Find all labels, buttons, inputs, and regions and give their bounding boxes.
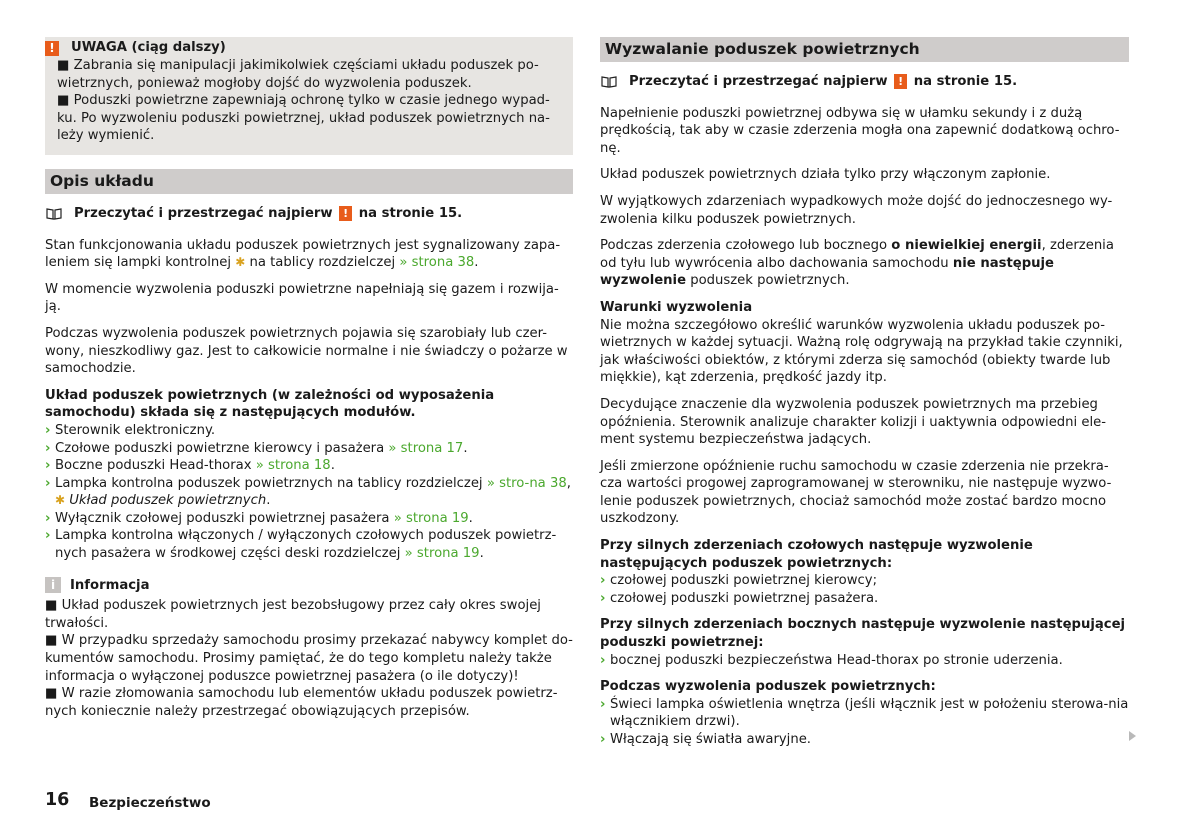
link-page-18[interactable]: » strona 18: [255, 458, 331, 474]
paragraph: Decydujące znaczenie dla wyzwolenia poduszek powietrznych ma przebieg opóźnienia. Sterownik analizuje charakter kolizji i uaktywnia odpowiedni ele-ment systemu bezpieczeństwa jadących.: [600, 396, 1107, 448]
list-item: › Lampka kontrolna włączonych / wyłączonych czołowych poduszek powietrz-nych pasażera w środkowej części deski rozdzielczej » strona 19.: [45, 528, 557, 562]
read-first-note: [45, 205, 573, 223]
chevron-right-icon: ›: [600, 652, 606, 668]
list-item: › Lampka kontrolna poduszek powietrznych na tablicy rozdzielczej » stro-na 38, ✱ Układ poduszek powietrznych.: [45, 475, 571, 509]
chevron-right-icon: ›: [45, 510, 51, 526]
paragraph: Podczas zderzenia czołowego lub bocznego o niewielkiej energii, zderzenia od tyłu lub wywrócenia albo dachowania samochodu nie następuje wyzwolenie poduszek powietrznych.: [600, 238, 1114, 289]
link-page-19[interactable]: » strona 19: [404, 546, 480, 562]
warning-item: ■ Poduszki powietrzne zapewniają ochronę tylko w czasie jednego wypad-ku. Po wyzwoleniu poduszki powietrznej, układ poduszek powietrznych na-leży wymienić.: [57, 93, 550, 144]
warning-icon: !: [894, 74, 907, 89]
warning-box: [45, 37, 573, 155]
list-item: › Sterownik elektroniczny.: [45, 422, 216, 438]
warning-header: [45, 39, 561, 57]
link-page-17[interactable]: » strona 17: [388, 440, 464, 456]
right-column: [600, 37, 1129, 749]
page-number: 16: [45, 790, 70, 810]
chevron-right-icon: ›: [600, 696, 606, 712]
list-item: › Świeci lampka oświetlenia wnętrza (jeśli włącznik jest w położeniu sterowa-nia włącznikiem drzwi).: [600, 696, 1129, 730]
chevron-right-icon: ›: [45, 528, 51, 544]
airbag-warning-icon: ✱: [55, 493, 66, 508]
paragraph: Stan funkcjonowania układu poduszek powietrznych jest sygnalizowany zapa-leniem się lampki kontrolnej ✱ na tablicy rozdzielczej » strona 38.: [45, 237, 561, 271]
paragraph: Podczas wyzwolenia poduszek powietrznych pojawia się szarobiały lub czer-wony, nieszkodliwy gaz. Jest to całkowicie normalne i nie świadczy o pożarze w samochodzie.: [45, 325, 568, 377]
read-first-text: Przeczytać i przestrzegać najpierw: [74, 205, 333, 221]
conditions-heading: Warunki wyzwolenia: [600, 299, 753, 315]
chapter-title: Bezpieczeństwo: [89, 795, 211, 811]
info-item: ■ W przypadku sprzedaży samochodu prosimy przekazać nabywcy komplet do-kumentów samochodu. Prosimy pamiętać, że do tego kompletu należy także informacja o wyłączonej poduszce powietrznej pasażera (o ile dotyczy)!: [45, 633, 573, 684]
list-item: › Wyłącznik czołowej poduszki powietrznej pasażera » strona 19.: [45, 510, 473, 526]
chevron-right-icon: ›: [45, 475, 51, 491]
next-page-arrow-icon[interactable]: [1129, 731, 1136, 741]
chevron-right-icon: ›: [45, 458, 51, 474]
front-collision-heading: Przy silnych zderzeniach czołowych następuje wyzwolenie następujących poduszek powietrznych:: [600, 538, 1033, 571]
section-title-wyzwalanie: Wyzwalanie poduszek powietrznych: [600, 37, 1129, 62]
warning-icon: !: [339, 206, 352, 221]
read-first-text: Przeczytać i przestrzegać najpierw: [629, 74, 888, 89]
left-column: [45, 37, 573, 720]
chevron-right-icon: ›: [600, 732, 606, 747]
list-item: › Włączają się światła awaryjne.: [600, 732, 811, 747]
info-item: ■ W razie złomowania samochodu lub elementów układu poduszek powietrz-nych koniecznie należy przestrzegać obowiązujących przepisów.: [45, 686, 558, 719]
list-item: › bocznej poduszki bezpieczeństwa Head-thorax po stronie uderzenia.: [600, 652, 1063, 668]
list-item: › Boczne poduszki Head-thorax » strona 18.: [45, 458, 335, 474]
during-deployment-heading: Podczas wyzwolenia poduszek powietrznych:: [600, 679, 936, 695]
paragraph: Napełnienie poduszki powietrznej odbywa się w ułamku sekundy i z dużą prędkością, tak aby w czasie zderzenia mogła ona zapewnić dodatkową ochro-nę.: [600, 105, 1120, 156]
list-item: › Czołowe poduszki powietrzne kierowcy i pasażera » strona 17.: [45, 440, 468, 456]
warning-icon: !: [45, 41, 59, 56]
info-header: [45, 577, 573, 595]
chevron-right-icon: ›: [600, 590, 606, 606]
read-first-page: na stronie 15.: [358, 205, 463, 221]
paragraph: Jeśli zmierzone opóźnienie ruchu samochodu w czasie zderzenia nie przekra-cza wartości progowej zaprogramowanej w sterowniku, nie następuje wyzwo-lenie poduszek powietrznych, chociaż samochód może zostać bardzo mocno uszkodzony.: [600, 458, 1112, 527]
list-item: › czołowej poduszki powietrznej kierowcy;: [600, 573, 878, 589]
book-icon: [601, 76, 617, 88]
read-first-note: [600, 73, 1129, 91]
info-item: ■ Układ poduszek powietrznych jest bezobsługowy przez cały okres swojej trwałości.: [45, 598, 541, 631]
chevron-right-icon: ›: [45, 440, 51, 456]
link-page-38[interactable]: » strona 38: [399, 255, 475, 271]
link-page-38[interactable]: » stro-na 38: [486, 475, 567, 491]
airbag-warning-icon: ✱: [235, 255, 246, 270]
info-title: Informacja: [70, 577, 150, 593]
info-icon: i: [45, 577, 61, 593]
side-collision-heading: Przy silnych zderzeniach bocznych następuje wyzwolenie następującej poduszki powietrznej:: [600, 617, 1126, 651]
section-title-opis: Opis układu: [45, 169, 573, 194]
read-first-page: na stronie 15.: [913, 74, 1018, 89]
list-item: › czołowej poduszki powietrznej pasażera.: [600, 590, 879, 606]
chevron-right-icon: ›: [600, 573, 606, 589]
book-icon: [46, 208, 62, 220]
paragraph: Układ poduszek powietrznych działa tylko przy włączonym zapłonie.: [600, 167, 1051, 183]
paragraph: W momencie wyzwolenia poduszki powietrzne napełniają się gazem i rozwija-ją.: [45, 281, 559, 315]
link-page-19[interactable]: » strona 19: [393, 510, 469, 526]
warning-item: ■ Zabrania się manipulacji jakimikolwiek częściami układu poduszek po-wietrznych, ponieważ mogłoby dojść do wyzwolenia poduszek.: [57, 58, 539, 91]
paragraph: W wyjątkowych zdarzeniach wypadkowych może dojść do jednoczesnego wy-zwolenia kilku poduszek powietrznych.: [600, 193, 1113, 227]
chevron-right-icon: ›: [45, 422, 51, 438]
paragraph: Nie można szczegółowo określić warunków wyzwolenia układu poduszek po-wietrznych w każdej sytuacji. Ważną rolę odgrywają na przykład takie czynniki, jak właściwości obiektów, z którymi zderza się samochód (obiekty twarde lub miękkie), kąt zderzenia, prędkość jazdy itp.: [600, 317, 1123, 386]
warning-title: UWAGA (ciąg dalszy): [71, 40, 226, 56]
modules-heading: Układ poduszek powietrznych (w zależności od wyposażenia samochodu) składa się z następujących modułów.: [45, 387, 495, 421]
